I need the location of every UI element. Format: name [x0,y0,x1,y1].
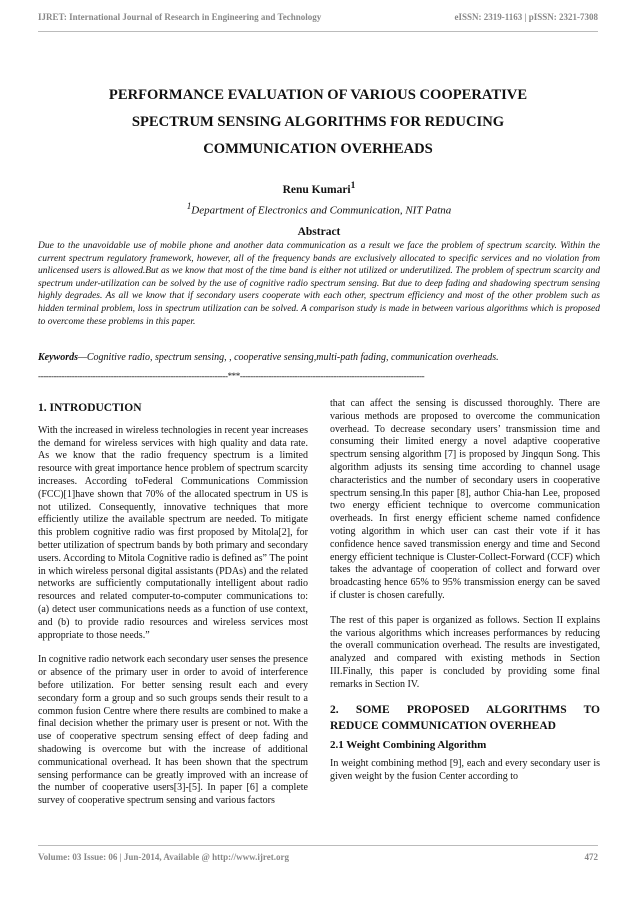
right-column [330,398,600,796]
journal-name: IJRET: International Journal of Research in Engineering and Technology [38,12,322,22]
section-separator: -------------------------------------------------------------------------***----------------------------------------------------------------------- [38,371,425,381]
title-line-3: COMMUNICATION OVERHEADS [203,141,433,157]
footer-rule [38,845,598,846]
affiliation-line [0,201,638,217]
right-paragraph-2: The rest of this paper is organized as follows. Section II explains the various algorithms which increases performances by reducing the overall communication overhead. The results are investigated, analyzed and compared with existing methods in Section III.Finally, this paper is concluded by providing some final remarks in Section IV. [330,614,600,690]
section-2-heading-line-2: REDUCE COMMUNICATION OVERHEAD [330,720,556,733]
keywords-label: Keywords [38,352,78,363]
left-column [38,398,308,820]
abstract-text: Due to the unavoidable use of mobile phone and another data communication as a result we face the problem of spectrum scarcity. Within the current spectrum regulatory framework, however, all of the frequency bands are exclusively allocated to specific services and no violation from unlicensed users is allowed.But as we know that most of the time band is either not utilized or underutilized. The problem of spectrum scarcity and spectrum under-utilization can be solved by the use of cognitive radio spectrum sensing. But due to deep fading and shadowing spectrum sensing highly degrades. As all we know that if secondary users cooperate with each other, spectrum efficiency and most of the other problem such as hidden terminal problem, loss in spectrum utilization can be solved. A comparison study is made in between various algorithms which is proposed to overcome these problems in this paper. [38,241,600,327]
author-line [0,180,638,196]
section-2-heading-line-1: 2. SOME PROPOSED ALGORITHMS TO [330,703,600,716]
author-superscript: 1 [350,180,356,191]
affiliation-superscript: 1 [186,201,192,211]
title-line-2: SPECTRUM SENSING ALGORITHMS FOR REDUCING [131,114,505,130]
subsection-2-1-heading: 2.1 Weight Combining Algorithm [330,739,487,752]
paper-title [40,82,596,163]
title-line-1: PERFORMANCE EVALUATION OF VARIOUS COOPERATIVE [108,87,528,103]
right-paragraph-3: In weight combining method [9], each and every secondary user is given weight by the fusion Center according to [330,757,600,782]
right-paragraph-1: that can affect the sensing is discussed thoroughly. There are various methods are proposed to overcome the communication overhead. To decrease secondary users’ transmission time and consuming their limited energy a novel adaptive cooperative spectrum sensing algorithm [7] is proposed by Jingqun Song. This algorithm adjusts its sensing time according to channel usage characteristics and the number of secondary users in cooperative spectrum sensing.In this paper [8], author Chia-han Lee, proposed two energy efficient technique to overcome communication overheads. In first energy efficient scheme named confidence voting algorithm in which user can cast their vote if it has confidence hence saved transmission energy and time and Second energy efficient technique is Cluster-Collect-Forward (CCF) which takes the advantage of cooperation of collect and forward over broadcasting hence 65% to 95% transmission energy can be saved if cluster is chosen carefully. [330,398,600,601]
keywords-text: —Cognitive radio, spectrum sensing, , cooperative sensing,multi-path fading, communication overheads. [78,352,499,363]
header-rule [38,31,598,32]
issn-info: eISSN: 2319-1163 | pISSN: 2321-7308 [454,12,598,22]
intro-paragraph-1: With the increased in wireless technologies in recent year increases the demand for wireless services with high quality and data rate. As we know that the radio frequency spectrum is a limited resource with great importance hence problem of spectrum scarcity increases. According toFederal Communications Commission (FCC)[1]have shown that 70% of the allocated spectrum in US is not utilized. Consequently, innovative techniques that more efficiently utilize the available spectrum are needed. To mitigate this problem cognitive radio was first proposed by Mitola[2], for better utilization of spectrum bands by both primary and secondary users. According to Mitola Cognitive radio is defined as” The point in which wireless personal digital assistants (PDAs) and the related networks are sufficiently computationally intelligent about radio resources and related computer-to-computer communications to: (a) detect user communications needs as a function of use context, and (b) to provide radio resources and wireless services most appropriate to those needs.” [38,424,308,641]
abstract-heading: Abstract [297,226,341,238]
page-number: 472 [584,852,598,862]
affiliation-text: Department of Electronics and Communication, NIT Patna [191,204,452,217]
author-name: Renu Kumari [282,183,351,196]
keywords-line [38,352,600,363]
intro-paragraph-2: In cognitive radio network each secondary user senses the presence or absence of the primary user in order to avoid of interference before utilization. For better sensing result each and every secondary form a group and so such groups sends their result to a common fusion Centre where there results are combined to make a final decision whether the primary user is present or not. With the use of cooperative spectrum sensing effect of deep fading and shadowing is overcome but with the increase of additional communicational overhead. It has been shown that the spectrum sensing performance can be greatly improved with an increase of the number of cooperative users[3]-[5]. In paper [6] a complete survey of cooperative spectrum sensing and various factors [38,654,308,807]
volume-info: Volume: 03 Issue: 06 | Jun-2014, Available @ http://www.ijret.org [38,852,289,862]
introduction-heading: 1. INTRODUCTION [38,402,142,414]
